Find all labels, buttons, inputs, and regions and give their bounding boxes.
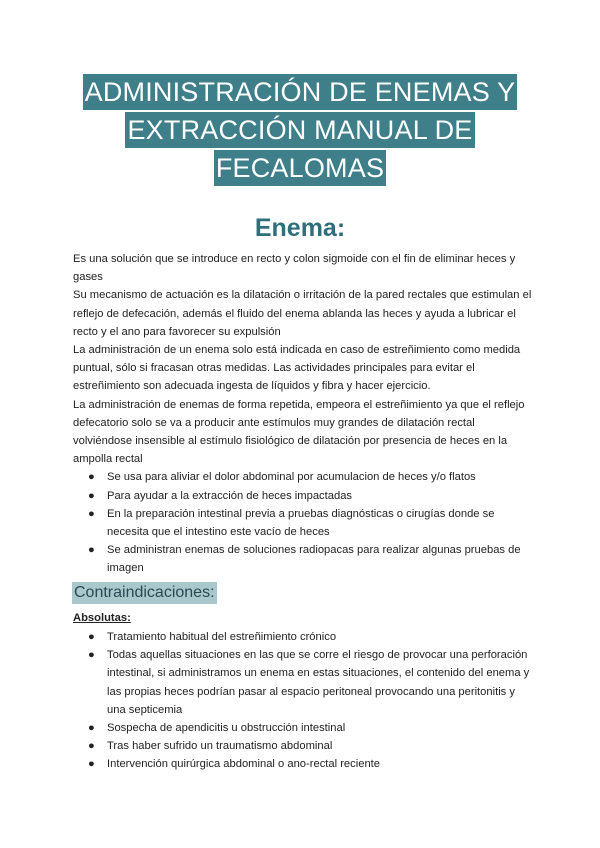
bullet-icon: ●: [88, 544, 95, 557]
bullet-icon: ●: [88, 722, 95, 735]
list-item-text: Se usa para aliviar el dolor abdominal por acumulacion de heces y/o flatos: [107, 471, 476, 484]
bullet-icon: ●: [88, 471, 95, 484]
list-item: [73, 541, 533, 577]
title-line-1: ADMINISTRACIÓN DE ENEMAS Y: [83, 74, 518, 110]
paragraph: La administración de enemas de forma repetida, empeora el estreñimiento ya que el reflejo defecatorio solo se va a producir ante estímulos muy grandes de dilatación rectal volviéndose insensible al estímulo fisiológico de dilatación por presencia de heces en la ampolla rectal: [73, 398, 525, 466]
list-item: [73, 628, 533, 646]
bullet-icon: ●: [88, 649, 95, 662]
list-item: [73, 737, 533, 755]
list-item-text: Intervención quirúrgica abdominal o ano-rectal reciente: [107, 758, 381, 771]
list-item-text: Tras haber sufrido un traumatismo abdominal: [107, 740, 333, 753]
absolutas-list-wrap: [73, 628, 533, 774]
subheading-absolutas: Absolutas:: [73, 612, 131, 624]
enema-body: [73, 250, 533, 578]
bullet-icon: ●: [88, 740, 95, 753]
bullet-icon: ●: [88, 758, 95, 771]
paragraph: Es una solución que se introduce en recto y colon sigmoide con el fin de eliminar heces y gases: [73, 253, 516, 284]
paragraph: Su mecanismo de actuación es la dilatación o irritación de la pared rectales que estimulan el reflejo de defecación, además el fluido del enema ablanda las heces y ayuda a lubricar el recto y el ano para favorecer su expulsión: [73, 289, 532, 338]
list-item: [73, 755, 533, 773]
list-item-text: Tratamiento habitual del estreñimiento crónico: [107, 631, 337, 643]
bullet-icon: ●: [88, 507, 95, 520]
list-item-text: Sospecha de apendicitis u obstrucción intestinal: [107, 722, 346, 735]
bullet-icon: ●: [88, 631, 95, 643]
list-item-text: En la preparación intestinal previa a pruebas diagnósticas o cirugías donde se necesita que el intestino este vacío de heces: [107, 507, 495, 539]
list-item: [73, 487, 533, 505]
paragraph: La administración de un enema solo está indicada en caso de estreñimiento como medida puntual, sólo si fracasan otras medidas. Las actividades principales para evitar el estreñimiento son adecuada ingesta de líquidos y fibra y hacer ejercicio.: [73, 344, 521, 393]
section-heading-contraindicaciones: Contraindicaciones:: [72, 582, 217, 604]
list-item: [73, 646, 533, 719]
uses-list: [73, 468, 533, 577]
document-title: [0, 74, 600, 188]
section-heading-enema: Enema:: [254, 214, 346, 242]
bullet-icon: ●: [88, 489, 95, 502]
list-item: [73, 468, 533, 486]
absolutas-list: [73, 628, 533, 774]
list-item: [73, 719, 533, 737]
list-item-text: Se administran enemas de soluciones radiopacas para realizar algunas pruebas de imagen: [107, 544, 521, 575]
title-line-2: EXTRACCIÓN MANUAL DE: [125, 112, 474, 148]
list-item: [73, 505, 533, 541]
list-item-text: Para ayudar a la extracción de heces impactadas: [107, 489, 353, 502]
list-item-text: Todas aquellas situaciones en las que se corre el riesgo de provocar una perforación intestinal, si administramos un enema en estas situaciones, el contenido del enema y las propias heces podrían pasar al espacio peritoneal provocando una peritonitis y una septicemia: [107, 649, 530, 716]
title-line-3: FECALOMAS: [214, 150, 386, 186]
